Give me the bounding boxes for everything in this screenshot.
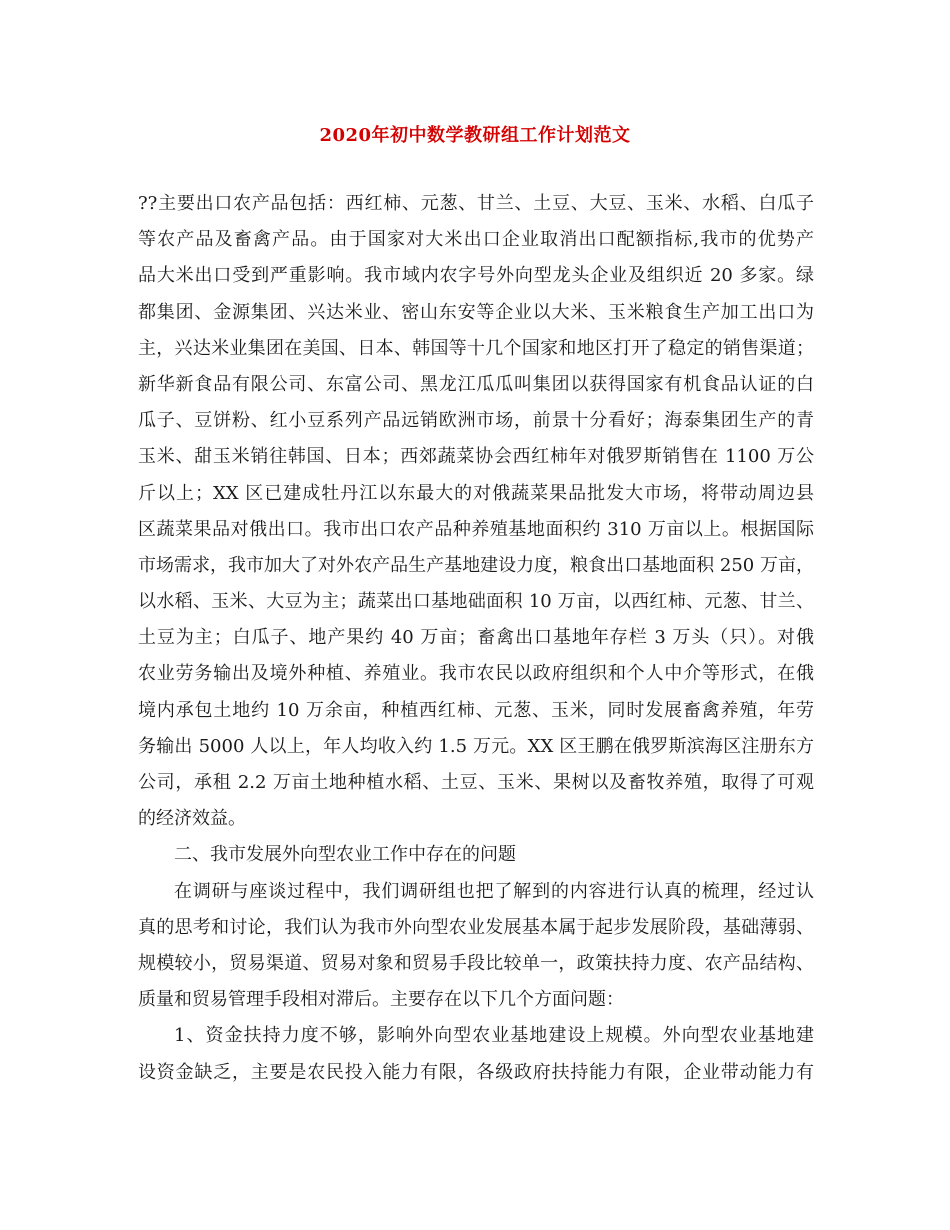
text-line: 品大米出口受到严重影响。我市域内农字号外向型龙头企业及组织近 20 多家。绿 bbox=[138, 265, 814, 287]
document-body bbox=[138, 186, 814, 1091]
text-line: 质量和贸易管理手段相对滞后。主要存在以下几个方面问题： bbox=[138, 989, 624, 1011]
text-line: 区蔬菜果品对俄出口。我市出口农产品种养殖基地面积约 310 万亩以上。根据国际 bbox=[138, 518, 814, 540]
text-line: 市场需求，我市加大了对外农产品生产基地建设力度，粮食出口基地面积 250 万亩， bbox=[138, 554, 814, 576]
text-line: 瓜子、豆饼粉、红小豆系列产品远销欧洲市场，前景十分看好；海泰集团生产的青 bbox=[138, 410, 814, 432]
text-line: 以水稻、玉米、大豆为主；蔬菜出口基地础面积 10 万亩，以西红柿、元葱、甘兰、 bbox=[138, 591, 814, 613]
text-line: 等农产品及畜禽产品。由于国家对大米出口企业取消出口配额指标,我市的优势产 bbox=[138, 229, 814, 251]
text-line: 的经济效益。 bbox=[138, 808, 246, 830]
text-line: 新华新食品有限公司、东富公司、黑龙江瓜瓜叫集团以获得国家有机食品认证的白 bbox=[138, 373, 814, 395]
text-line: 主，兴达米业集团在美国、日本、韩国等十几个国家和地区打开了稳定的销售渠道； bbox=[138, 337, 814, 359]
text-line: 农业劳务输出及境外种植、养殖业。我市农民以政府组织和个人中介等形式，在俄 bbox=[138, 663, 814, 685]
text-line: 1、资金扶持力度不够，影响外向型农业基地建设上规模。外向型农业基地建 bbox=[174, 1025, 814, 1047]
text-line: 设资金缺乏，主要是农民投入能力有限，各级政府扶持能力有限，企业带动能力有 bbox=[138, 1061, 814, 1083]
text-line: 土豆为主；白瓜子、地产果约 40 万亩；畜禽出口基地年存栏 3 万头（只）。对俄 bbox=[138, 627, 814, 649]
text-line: 务输出 5000 人以上，年人均收入约 1.5 万元。XX 区王鹏在俄罗斯滨海区注册东方 bbox=[138, 735, 814, 757]
section-heading: 二、我市发展外向型农业工作中存在的问题 bbox=[174, 844, 516, 866]
text-line: 都集团、金源集团、兴达米业、密山东安等企业以大米、玉米粮食生产加工出口为 bbox=[138, 301, 814, 323]
text-line: 玉米、甜玉米销往韩国、日本；西郊蔬菜协会西红柿年对俄罗斯销售在 1100 万公 bbox=[138, 446, 814, 468]
document-title: 2020年初中数学教研组工作计划范文 bbox=[319, 125, 631, 146]
text-line: 斤以上；XX 区已建成牡丹江以东最大的对俄蔬菜果品批发大市场，将带动周边县 bbox=[138, 482, 814, 504]
text-line: ??主要出口农产品包括：西红柿、元葱、甘兰、土豆、大豆、玉米、水稻、白瓜子 bbox=[138, 193, 814, 214]
text-line: 公司，承租 2.2 万亩土地种植水稻、土豆、玉米、果树以及畜牧养殖，取得了可观 bbox=[138, 772, 814, 793]
text-line: 真的思考和讨论，我们认为我市外向型农业发展基本属于起步发展阶段，基础薄弱、 bbox=[138, 916, 814, 938]
text-line: 在调研与座谈过程中，我们调研组也把了解到的内容进行认真的梳理，经过认 bbox=[174, 880, 814, 902]
text-line: 规模较小，贸易渠道、贸易对象和贸易手段比较单一，政策扶持力度、农产品结构、 bbox=[138, 952, 814, 974]
text-line: 境内承包土地约 10 万余亩，种植西红柿、元葱、玉米，同时发展畜禽养殖，年劳 bbox=[138, 699, 814, 721]
